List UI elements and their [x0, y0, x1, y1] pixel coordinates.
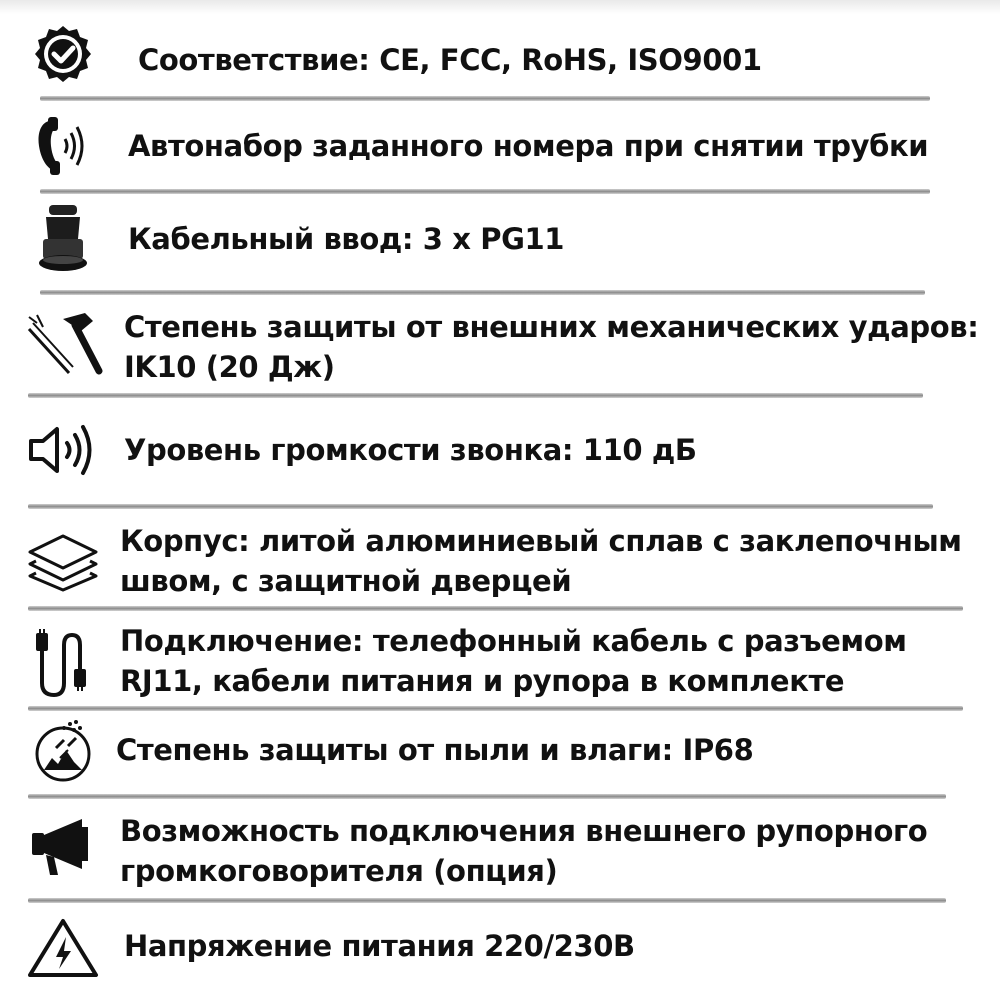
- feature-text-line1: Корпус: литой алюминиевый сплав с заклепочным: [120, 524, 962, 558]
- separator: [28, 794, 946, 799]
- feature-text: Степень защиты от пыли и влаги: IP68: [116, 733, 754, 767]
- water-dust-protection-icon: [18, 712, 108, 790]
- certificate-check-icon: [18, 20, 108, 88]
- feature-text: Напряжение питания 220/230В: [124, 929, 635, 963]
- separator: [28, 606, 963, 611]
- feature-text-line1: Возможность подключения внешнего рупорного: [120, 814, 928, 848]
- feature-text: Уровень громкости звонка: 110 дБ: [124, 433, 697, 467]
- feature-text: Кабельный ввод: 3 x PG11: [128, 222, 565, 256]
- separator: [40, 96, 930, 101]
- separator: [28, 706, 963, 711]
- separator: [40, 290, 925, 295]
- separator: [28, 898, 946, 903]
- feature-text: Соответствие: CE, FCC, RoHS, ISO9001: [138, 43, 762, 77]
- feature-text-line1: Подключение: телефонный кабель с разъемом: [120, 624, 907, 658]
- phone-autodial-icon: [18, 110, 108, 182]
- separator: [28, 504, 933, 509]
- cable-gland-icon: [18, 200, 108, 280]
- top-edge: [0, 0, 1000, 14]
- high-voltage-warning-icon: [18, 914, 108, 982]
- layers-icon: [18, 528, 108, 596]
- feature-text: Автонабор заданного номера при снятии трубки: [128, 129, 929, 163]
- feature-text-line2: IK10 (20 Дж): [124, 350, 335, 384]
- feature-text-line1: Степень защиты от внешних механических ударов:: [124, 310, 979, 344]
- feature-text-line2: громкоговорителя (опция): [120, 854, 558, 888]
- megaphone-icon: [18, 808, 108, 884]
- speaker-volume-icon: [18, 418, 108, 482]
- feature-text-line2: швом, с защитной дверцей: [120, 564, 572, 598]
- separator: [40, 189, 930, 194]
- hammer-impact-icon: [18, 306, 108, 382]
- cable-connector-icon: [18, 624, 108, 702]
- separator: [28, 393, 923, 398]
- feature-text-line2: RJ11, кабели питания и рупора в комплекте: [120, 664, 845, 698]
